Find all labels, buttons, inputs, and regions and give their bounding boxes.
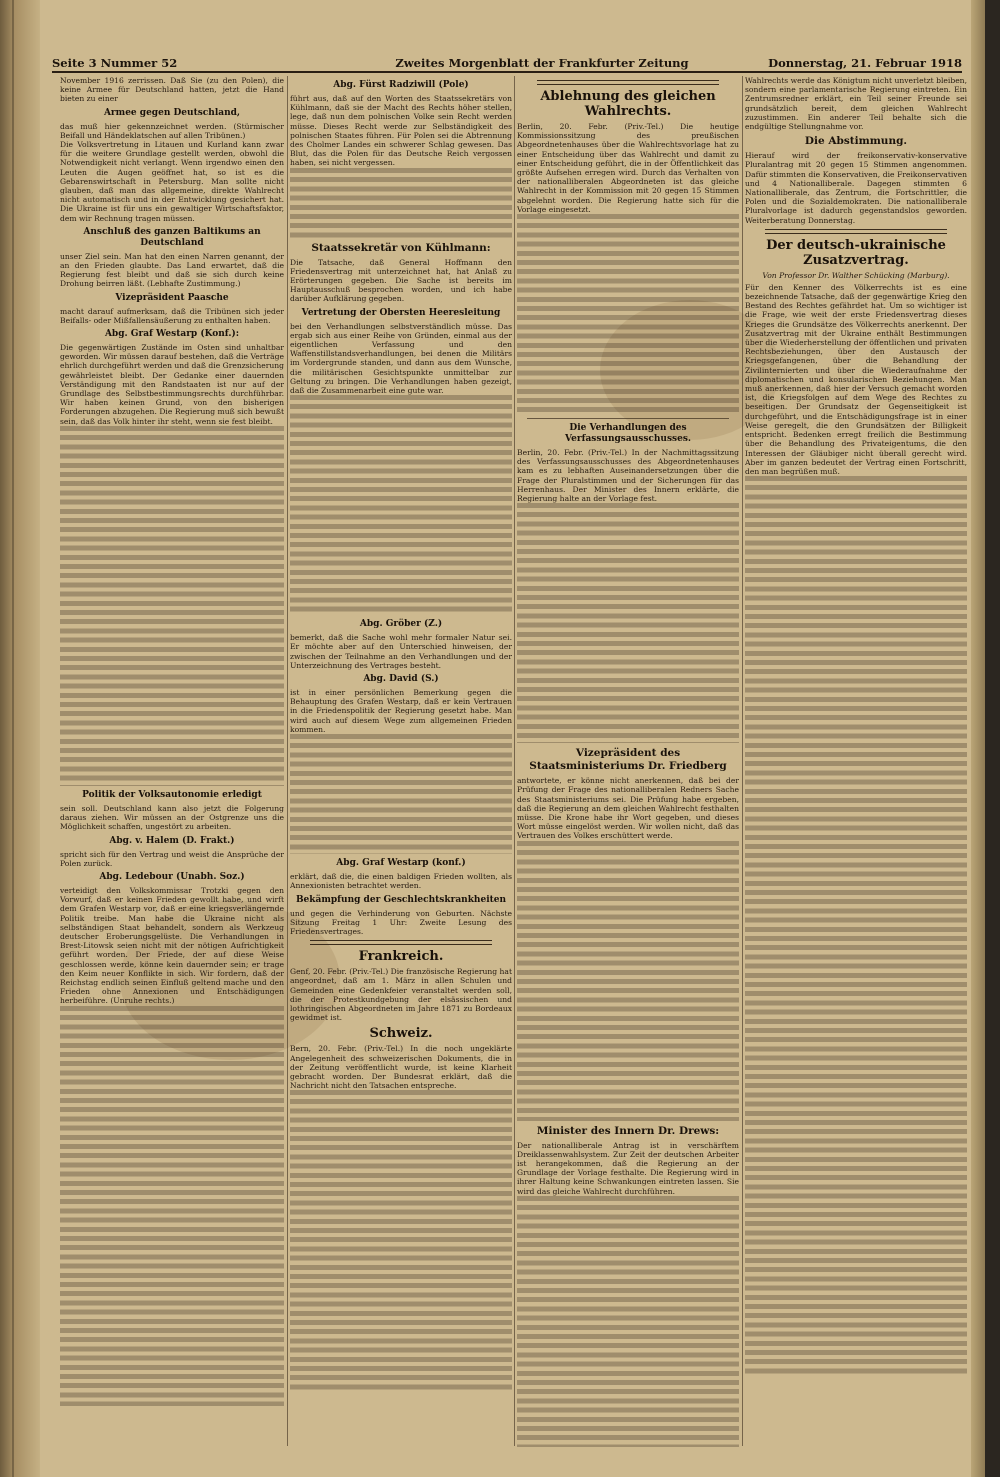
book-spine	[0, 0, 40, 1477]
text-body-continuation	[290, 395, 512, 615]
text-body-continuation	[745, 476, 967, 1376]
paragraph: November 1916 zerrissen. Daß Sie (zu den Polen), die keine Armee für Deutschland hatten, jetzt die Hand bieten zu einer	[60, 76, 284, 104]
article-headline: Ablehnung des gleichen Wahlrechts.	[540, 89, 716, 119]
section-divider	[310, 940, 492, 945]
speaker-heading: Vizepräsident Paasche	[115, 292, 229, 303]
paragraph: macht darauf aufmerksam, daß die Tribünen sich jeder Beifalls- oder Mißfallensäußerung zu enthalten haben.	[60, 306, 284, 325]
paragraph: Der nationalliberale Antrag ist in verschärftem Dreiklassenwahlsystem. Zur Zeit der deutschen Arbeiter ist herangekommen, daß die Regierung an der Grundlage der Vorlage festhalte. Die Regierung wird in ihrer Haltung keine Schwankungen eintreten lassen. Sie wird das gleiche Wahlrecht durchführen.	[517, 1140, 739, 1196]
text-body-continuation	[290, 168, 512, 238]
subheading: Die Verhandlungen des Verfassungsausschusses.	[564, 423, 692, 445]
paragraph: Für den Kenner des Völkerrechts ist es eine bezeichnende Tatsache, daß der gegenwärtige Krieg den Bestand des Rechtes gefährdet hat. Um so wichtiger ist die Frage, wie weit der erste Friedensvertrag dieses Krieges die Grundsätze des Völkerrechts anerkennt. Der Zusatzvertrag mit der Ukraine enthält Bestimmungen über die Wiederherstellung der öffentlichen und privaten Rechtsbeziehungen, über den Austausch der Kriegsgefangenen, über die Behandlung der Zivilinternierten und über die Wiederaufnahme der diplomatischen und konsularischen Beziehungen. Man muß anerkennen, daß hier der Versuch gemacht worden ist, die Kriegsfolgen auf dem Wege des Rechtes zu beseitigen. Der Grundsatz der Gegenseitigkeit ist durchgeführt, und die Entschädigungsfrage ist in einer Weise geregelt, die den Grundsätzen der Billigkeit entspricht. Bedenken erregt freilich die Bestimmung über die Behandlung des Privateigentums, die den Interessen der Gläubiger nicht überall gerecht wird. Aber im ganzen bedeutet der Vertrag einen Fortschritt, den man begrüßen muß.	[745, 282, 967, 476]
text-body-continuation	[60, 426, 284, 786]
speaker-heading: Abg. Ledebour (Unabh. Soz.)	[99, 871, 245, 882]
paragraph: ist in einer persönlichen Bemerkung gegen die Behauptung des Grafen Westarp, daß er kein Vertrauen in die Friedenspolitik der Regierung gesetzt habe. Man wird auch auf diesem Wege zum allgemeinen Frieden kommen.	[290, 688, 512, 734]
paragraph: Berlin, 20. Febr. (Priv.-Tel.) In der Nachmittagssitzung des Verfassungsausschusses des Abgeordnetenhauses kam es zu lebhaften Auseinandersetzungen über die Frage der Pluralstimmen und der Sicherungen für das Herrenhaus. Der Minister des Innern erklärte, die Regierung halte an der Vorlage fest.	[517, 448, 739, 504]
speaker-heading: Abg. Graf Westarp (Konf.):	[104, 329, 240, 340]
byline: Von Professor Dr. Walther Schücking (Marburg).	[762, 270, 950, 280]
paragraph: bemerkt, daß die Sache wohl mehr formaler Natur sei. Er möchte aber auf den Unterschied hinweisen, der zwischen der Teilnahme an den Verhandlungen und der Unterzeichnung des Vertrages besteht.	[290, 633, 512, 670]
subheading: Die Abstimmung.	[804, 135, 908, 148]
masthead-title: Zweites Morgenblatt der Frankfurter Zeitung	[395, 56, 689, 70]
paragraph: Hierauf wird der freikonservativ-konservative Pluralantrag mit 20 gegen 15 Stimmen angenommen. Dafür stimmten die Konservativen, die Freikonservativen und 4 Nationalliberale. Dagegen stimmten 6 Nationalliberale, das Zentrum, die Fortschrittler, die Polen und die Sozialdemokraten. Die nationalliberale Pluralvorlage ist dadurch gegenstandslos geworden. Weiterberatung Donnerstag.	[745, 151, 967, 225]
text-body-continuation	[517, 1196, 739, 1447]
column-rule	[287, 76, 288, 1446]
column-1	[60, 76, 284, 1447]
paragraph: und gegen die Verhinderung von Geburten. Nächste Sitzung Freitag 1 Uhr: Zweite Lesung des Friedensvertrages.	[290, 908, 512, 936]
article-headline: Der deutsch-ukrainische Zusatzvertrag.	[766, 237, 946, 268]
subheading: Bekämpfung der Geschlechtskrankheiten	[295, 894, 507, 905]
subheading: Politik der Volksautonomie erledigt	[82, 789, 262, 800]
paragraph: Die Tatsache, daß General Hoffmann den Friedensvertrag mit unterzeichnet hat, hat Anlaß zu Erörterungen gegeben. Die Sache ist bereits im Hauptausschuß besprochen worden, und ich habe darüber Aufklärung gegeben.	[290, 257, 512, 304]
paragraph: Wahlrechts werde das Königtum nicht unverletzt bleiben, sondern eine parlamentarische Regierung eintreten. Ein Zentrumsredner erklärt, ein Teil seiner Freunde sei grundsätzlich bereit, dem gleichen Wahlrecht zuzustimmen. Ein anderer Teil behalte sich die endgültige Stellungnahme vor.	[745, 76, 967, 132]
paragraph: führt aus, daß auf den Worten des Staatssekretärs von Kühlmann, daß sie der Macht des Rechts höher stellen, lege, daß nun dem polnischen Volke sein Recht werden müsse. Dieses Recht werde zur Selbständigkeit des polnischen Staates führen. Für Polen sei die Abtrennung des Cholmer Landes ein schwerer Schlag gewesen. Das Blut, das die Polen für das Deutsche Reich vergossen haben, sei nicht vergessen.	[290, 94, 512, 168]
paragraph: spricht sich für den Vertrag und weist die Ansprüche der Polen zurück.	[60, 849, 284, 868]
speaker-heading: Vizepräsident des Staatsministeriums Dr. Friedberg	[529, 747, 727, 773]
speaker-heading: Abg. David (S.)	[363, 674, 439, 685]
paragraph: antwortete, er könne nicht anerkennen, daß bei der Prüfung der Frage des nationalliberalen Redners Sache des Staatsministeriums sei. Die Prüfung habe ergeben, daß die Regierung an dem gleichen Wahlrecht festhalten müsse. Die Krone habe ihr Wort gegeben, und dieses Wort müsse eingelöst werden. Wir wollen nicht, daß das Vertrauen des Volkes erschüttert werde.	[517, 776, 739, 841]
column-3	[517, 76, 739, 1447]
speaker-heading: Abg. Gröber (Z.)	[359, 619, 443, 630]
section-heading: Frankreich.	[358, 949, 444, 965]
divider	[527, 418, 729, 419]
section-heading: Schweiz.	[369, 1026, 433, 1042]
paragraph: Bern, 20. Febr. (Priv.-Tel.) In die noch ungeklärte Angelegenheit des schweizerischen Dokuments, die in der Zeitung veröffentlicht wurde, ist keine Klarheit gebracht worden. Der Bundesrat erklärt, daß die Nachricht nicht den Tatsachen entspreche.	[290, 1044, 512, 1091]
speaker-heading: Abg. Fürst Radziwill (Pole)	[333, 80, 469, 90]
page-header	[52, 56, 962, 70]
text-body-continuation	[517, 214, 739, 414]
paragraph: verteidigt den Volkskommissar Trotzki gegen den Vorwurf, daß er keinen Frieden gewollt habe, und wirft dem Grafen Westarp vor, daß er eine kriegsverlängernde Politik treibe. Man habe die Ukraine nicht als selbständigen Staat behandelt, sondern als Werkzeug deutscher Eroberungsgelüste. Die Verhandlungen in Brest-Litowsk seien nicht mit der nötigen Aufrichtigkeit geführt worden. Der Friede, der auf diese Weise geschlossen werde, könne kein dauernder sein; er trage den Keim neuer Konflikte in sich. Wir fordern, daß der Reichstag endlich seinen Einfluß geltend mache und den Frieden ohne Annexionen und Entschädigungen herbeiführe. (Unruhe rechts.)	[60, 885, 284, 1006]
speaker-heading: Minister des Innern Dr. Drews:	[536, 1124, 720, 1137]
issue-date: Donnerstag, 21. Februar 1918	[768, 56, 962, 70]
column-4	[745, 76, 967, 1447]
speaker-heading: Abg. v. Halem (D. Frakt.)	[109, 835, 235, 846]
speaker-heading: Abg. Graf Westarp (konf.)	[336, 858, 466, 869]
text-body-continuation	[517, 503, 739, 743]
paragraph: das muß hier gekennzeichnet werden. (Stürmischer Beifall und Händeklatschen auf allen Tribünen.) Die Volksvertretung in Litauen und Kurland kann zwar für die weitere Grundlage gestellt werden, obwohl die Notwendigkeit nicht verlangt. Wenn irgendwo einen den Leuten die Augen geöffnet hat, so ist es die Gebarenswirtschaft in Petersburg. Man sollte nicht glauben, daß man das allgemeine, direkte Wahlrecht nicht automatisch und in der Entwicklung gesichert hat. Die Ukraine ist für uns ein gewaltiger Wirtschaftsfaktor, dem wir Rechnung tragen müssen.	[60, 121, 284, 223]
paragraph: unser Ziel sein. Man hat den einen Narren genannt, der an den Frieden glaubte. Das Land erwartet, daß die Regierung fest bleibt und daß sie sich durch keine Drohung beirren läßt. (Lebhafte Zustimmung.)	[60, 251, 284, 289]
paragraph: Genf, 20. Febr. (Priv.-Tel.) Die französische Regierung hat angeordnet, daß am 1. März in allen Schulen und Gemeinden eine Gedenkfeier veranstaltet werden soll, die der Protestkundgebung der elsässischen und lothringischen Abgeordneten im Jahre 1871 zu Bordeaux gewidmet ist.	[290, 967, 512, 1023]
page-number: Seite 3 Nummer 52	[52, 56, 178, 70]
speaker-heading: Staatssekretär von Kühlmann:	[311, 241, 491, 254]
page-edge	[971, 0, 985, 1477]
paragraph: bei den Verhandlungen selbstverständlich müsse. Das ergab sich aus einer Reihe von Gründen, einmal aus der eigentlichen Verfassung und den Waffenstillstandsverhandlungen, bei denen die Militärs im Vordergrunde standen, und dann aus dem Wunsche, die militärischen Gesichtspunkte unmittelbar zur Geltung zu bringen. Die Verhandlungen haben gezeigt, daß die Zusammenarbeit eine gute war.	[290, 321, 512, 396]
paragraph: sein soll. Deutschland kann also jetzt die Folgerung daraus ziehen. Wir müssen an der Ostgrenze uns die Möglichkeit schaffen, ungestört zu arbeiten.	[60, 803, 284, 832]
subheading: Anschluß des ganzen Baltikums an Deutschland	[83, 226, 261, 248]
text-body-continuation	[60, 1006, 284, 1406]
section-divider	[537, 80, 719, 85]
paragraph: Die gegenwärtigen Zustände im Osten sind unhaltbar geworden. Wir müssen darauf bestehen, daß die Verträge ehrlich durchgeführt werden und daß die Grenzsicherung gewährleistet bleibt. Der Gedanke einer dauernden Verständigung mit den Randstaaten ist nur auf der Grundlage des Selbstbestimmungsrechts durchführbar. Wir haben keinen Grund, von den bisherigen Forderungen abzugehen. Die Regierung muß sich bewußt sein, daß das Volk hinter ihr steht, wenn sie fest bleibt.	[60, 343, 284, 426]
text-body-continuation	[290, 1090, 512, 1390]
column-2	[290, 76, 512, 1447]
subheading: Vertretung der Obersten Heeresleitung	[301, 307, 501, 318]
subheading: Armee gegen Deutschland,	[103, 107, 241, 118]
paragraph: Berlin, 20. Febr. (Priv.-Tel.) Die heutige Kommissionssitzung des preußischen Abgeordnetenhauses über die Wahlrechtsvorlage hat zu einer Entscheidung über das Wahlrecht und damit zu einer Entscheidung geführt, die in der Öffentlichkeit das größte Aufsehen erregen wird. Durch das Verhalten von der nationalliberalen Abgeordneten ist das gleiche Wahlrecht in der Kommission mit 20 gegen 15 Stimmen abgelehnt worden. Die Regierung hatte sich für die Vorlage eingesetzt.	[517, 122, 739, 214]
section-divider	[765, 229, 947, 234]
column-rule	[514, 76, 515, 1446]
text-body-continuation	[517, 841, 739, 1121]
text-body-continuation	[290, 734, 512, 854]
spine-fold	[12, 0, 14, 1477]
paragraph: erklärt, daß die, die einen baldigen Frieden wollten, als Annexionisten betrachtet werden.	[290, 872, 512, 891]
header-rule	[52, 71, 962, 73]
column-rule	[742, 76, 743, 1446]
